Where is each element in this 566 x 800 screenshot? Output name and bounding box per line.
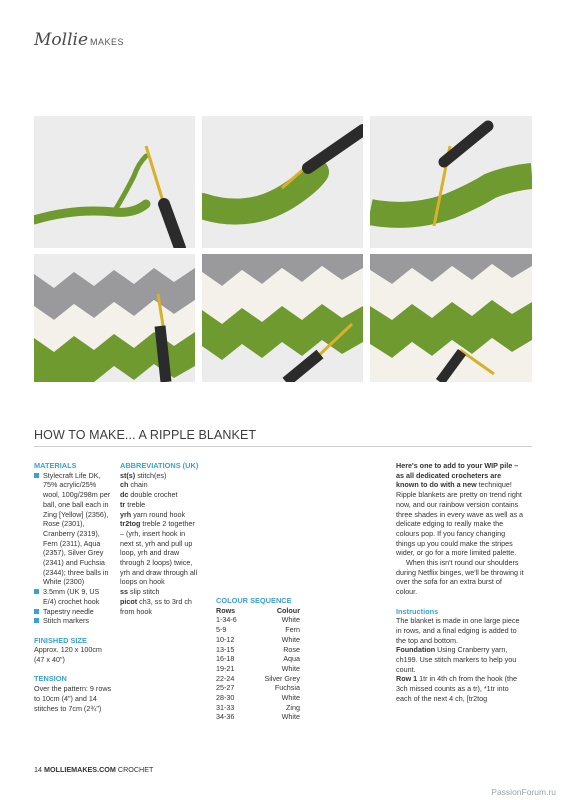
materials-item: 3.5mm (UK 9, US E/4) crochet hook [34, 587, 114, 606]
page-footer [34, 765, 153, 774]
step-photo-5 [202, 254, 363, 382]
abbreviations-column [120, 461, 200, 616]
instructions-column [396, 461, 524, 704]
logo-makes: MAKES [90, 37, 125, 47]
abbreviation-item: tr treble [120, 499, 146, 509]
section-divider [34, 446, 532, 447]
finished-size-text: Approx. 120 x 100cm (47 x 40") [34, 645, 102, 665]
table-row: 19-21 White [216, 663, 300, 673]
colour-sequence-heading: COLOUR SEQUENCE [216, 596, 292, 605]
abbreviation-item: dc double crochet [120, 490, 178, 500]
abbreviation-item: picot ch3, ss to 3rd ch from hook [120, 596, 192, 616]
table-row: 31-33 Zing [216, 702, 300, 712]
table-row: 5-9 Fern [216, 625, 300, 635]
abbreviation-item: yrh yarn round hook [120, 509, 186, 519]
finished-size-heading: FINISHED SIZE [34, 635, 87, 645]
foundation-step: Foundation Using Cranberry yarn, ch199. Use stitch markers to help you count. [396, 645, 517, 674]
watermark: PassionForum.ru [491, 787, 556, 797]
intro-paragraph-2: When this isn't round our shoulders during Netflix binges, we'll be throwing it over the sofa for an extra burst of colour. [396, 558, 524, 597]
footer-site: MOLLIEMAKES.COM [44, 765, 116, 774]
abbreviation-item: tr2tog treble 2 together – (yrh, insert hook in next st, yrh and pull up loop, yrh and draw through 2 loops) twice, yrh and draw through all loops on hook [120, 519, 198, 587]
step-photo-3 [370, 116, 532, 248]
table-row: 22-24 Silver Grey [216, 673, 300, 683]
bullet-square-icon [34, 473, 39, 478]
step-photo-4 [34, 254, 195, 382]
intro-paragraph: Here's one to add to your WIP pile – as all dedicated crocheters are known to do with a new technique! Ripple blankets are pretty on trend right now, and our rainbow version contains three shades in every wave as well as a delicate edging to really make the colours pop. If you fancy changing things up you could make the stripes wider, or go for a more limited palette. [396, 461, 524, 558]
abbreviation-item: ch chain [120, 480, 148, 490]
abbreviation-item: ss slip stitch [120, 587, 160, 597]
bullet-square-icon [34, 618, 39, 623]
step-photo-6 [370, 254, 532, 382]
tension-text: Over the pattern: 9 rows to 10cm (4") and 14 stitches to 7cm (2¾") [34, 684, 112, 713]
bullet-square-icon [34, 589, 39, 594]
table-row: 16-18 Aqua [216, 654, 300, 664]
materials-item: Tapestry needle [34, 607, 114, 617]
materials-item: Stitch markers [34, 616, 114, 626]
magazine-logo [34, 30, 124, 50]
abbreviations-heading: ABBREVIATIONS (UK) [120, 461, 199, 470]
step-photo-grid [34, 116, 532, 382]
table-row: 34-36 White [216, 712, 300, 722]
step-photo-2 [202, 116, 363, 248]
logo-script: Mollie [34, 30, 89, 50]
tension-heading: TENSION [34, 674, 67, 684]
table-row: 1-34-6 White [216, 615, 300, 625]
page-number: 14 [34, 765, 42, 774]
section-title: HOW TO MAKE... A RIPPLE BLANKET [34, 428, 257, 442]
row1-step: Row 1 1tr in 4th ch from the hook (the 3ch missed counts as a tr), *1tr into each of the next 4 ch, [tr2tog [396, 674, 518, 703]
step-photo-1 [34, 116, 195, 248]
colour-sequence-table [216, 596, 300, 722]
table-row: 10-12 White [216, 634, 300, 644]
colour-sequence-header-row: Rows Colour [216, 605, 300, 615]
footer-section: CROCHET [117, 765, 154, 774]
abbreviation-item: st(s) stitch(es) [120, 470, 167, 480]
table-row: 28-30 White [216, 693, 300, 703]
bullet-square-icon [34, 609, 39, 614]
instructions-heading: Instructions [396, 606, 439, 616]
instructions-intro: The blanket is made in one large piece in rows, and a final edging is added to the top and bottom. [396, 616, 520, 645]
table-row: 25-27 Fuchsia [216, 683, 300, 693]
materials-heading: MATERIALS [34, 461, 77, 470]
materials-column [34, 461, 114, 713]
materials-item: Stylecraft Life DK, 75% acrylic/25% wool, 100g/298m per ball, one ball each in Zing [Yellow] (2356), Rose (2301), Cranberry (2319), Fern (2311), Aqua (2357), Silver Grey (2341) and Fuchsia (2344); three balls in White (2300) [34, 471, 114, 587]
table-row: 13-15 Rose [216, 644, 300, 654]
